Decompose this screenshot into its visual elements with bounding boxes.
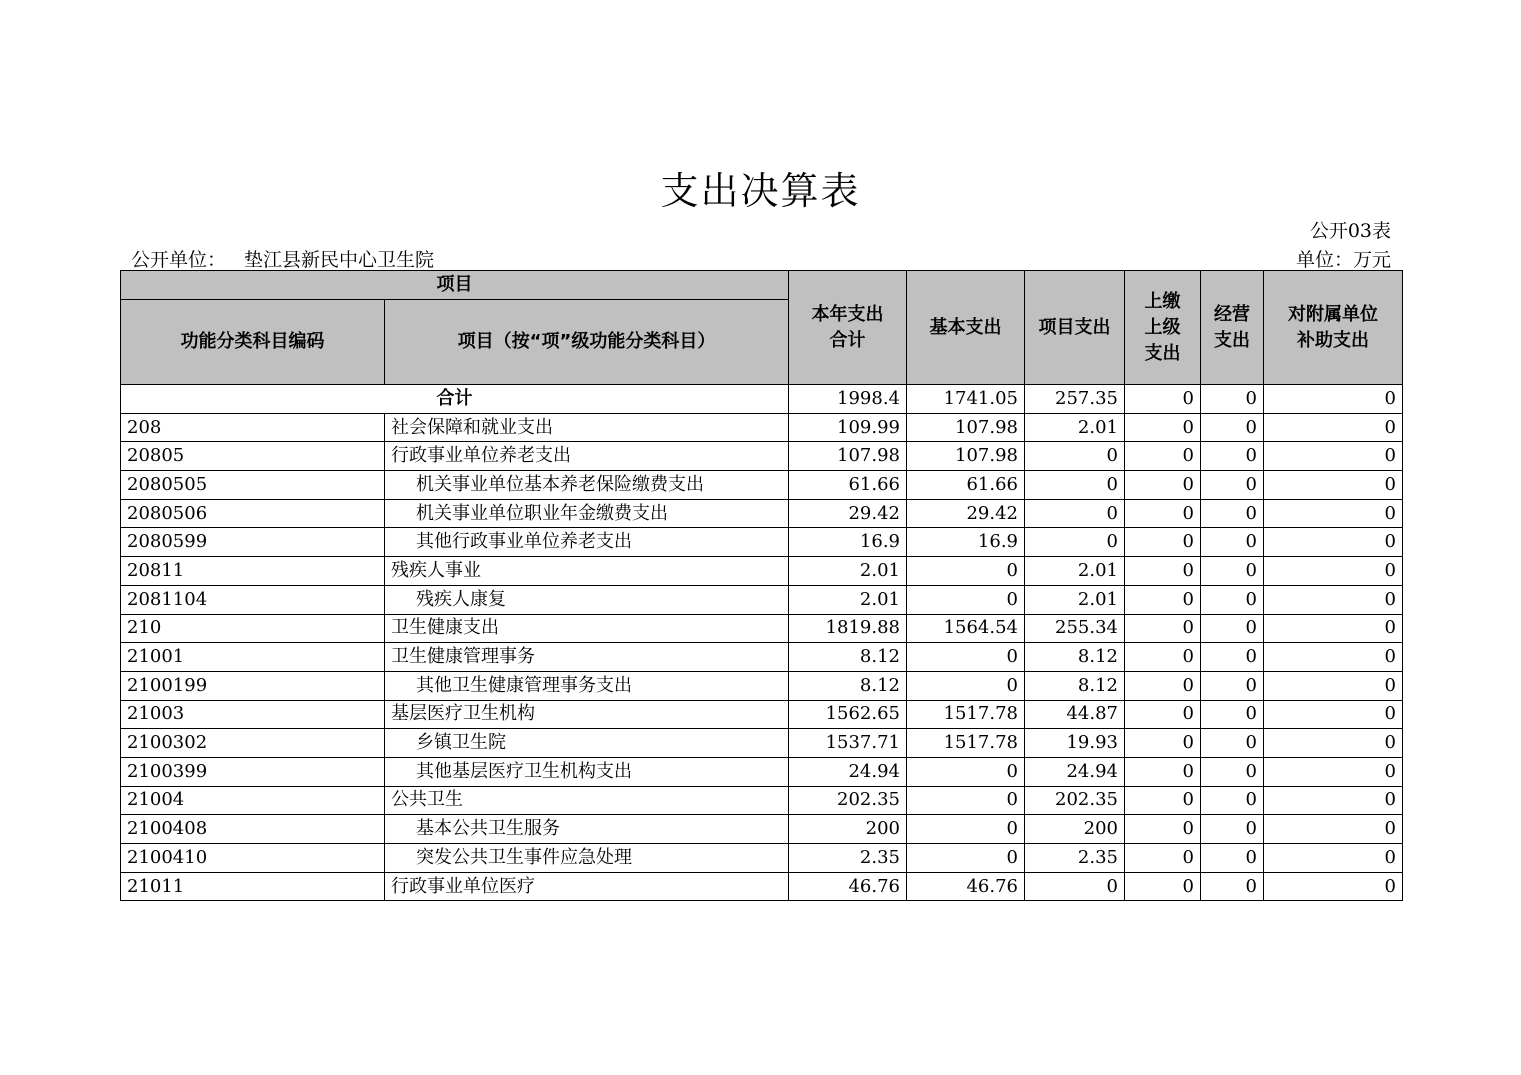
cell-subsidy: 0 — [1264, 872, 1403, 901]
cell-total: 46.76 — [789, 872, 907, 901]
cell-code: 208 — [121, 413, 385, 442]
cell-subsidy: 0 — [1264, 786, 1403, 815]
cell-subsidy: 0 — [1264, 528, 1403, 557]
cell-business: 0 — [1201, 844, 1264, 873]
cell-basic: 16.9 — [907, 528, 1025, 557]
cell-name: 卫生健康支出 — [385, 614, 789, 643]
cell-basic: 0 — [907, 786, 1025, 815]
cell-basic: 46.76 — [907, 872, 1025, 901]
header-subsidy: 对附属单位 补助支出 — [1264, 271, 1403, 385]
page-title: 支出决算表 — [660, 169, 861, 213]
cell-basic: 1517.78 — [907, 729, 1025, 758]
cell-upper: 0 — [1125, 585, 1201, 614]
header-business: 经营 支出 — [1201, 271, 1264, 385]
cell-code: 210 — [121, 614, 385, 643]
cell-business: 0 — [1201, 471, 1264, 500]
cell-code: 20811 — [121, 557, 385, 586]
cell-upper: 0 — [1125, 757, 1201, 786]
publishing-unit — [131, 245, 434, 272]
cell-project: 202.35 — [1025, 786, 1125, 815]
cell-subsidy: 0 — [1264, 585, 1403, 614]
cell-code: 2080505 — [121, 471, 385, 500]
cell-upper: 0 — [1125, 844, 1201, 873]
cell-project: 0 — [1025, 528, 1125, 557]
cell-total: 8.12 — [789, 671, 907, 700]
cell-subsidy: 0 — [1264, 614, 1403, 643]
cell-total: 2.35 — [789, 844, 907, 873]
cell-upper: 0 — [1125, 872, 1201, 901]
cell-project: 44.87 — [1025, 700, 1125, 729]
table-row — [121, 643, 1403, 672]
header-code: 功能分类科目编码 — [121, 300, 385, 385]
cell-name: 基本公共卫生服务 — [385, 815, 789, 844]
cell-total: 1537.71 — [789, 729, 907, 758]
cell-total: 1562.65 — [789, 700, 907, 729]
cell-upper: 0 — [1125, 729, 1201, 758]
cell-business: 0 — [1201, 872, 1264, 901]
cell-upper: 0 — [1125, 671, 1201, 700]
cell-code: 2081104 — [121, 585, 385, 614]
cell-total: 24.94 — [789, 757, 907, 786]
cell-code: 21004 — [121, 786, 385, 815]
cell-name: 残疾人事业 — [385, 557, 789, 586]
cell-name: 残疾人康复 — [385, 585, 789, 614]
cell-basic: 107.98 — [907, 413, 1025, 442]
cell-basic: 1517.78 — [907, 700, 1025, 729]
cell-basic: 0 — [907, 671, 1025, 700]
total-cell-basic: 1741.05 — [907, 385, 1025, 414]
cell-total: 109.99 — [789, 413, 907, 442]
cell-project: 19.93 — [1025, 729, 1125, 758]
table-row — [121, 614, 1403, 643]
total-cell-subsidy: 0 — [1264, 385, 1403, 414]
cell-project: 0 — [1025, 442, 1125, 471]
cell-subsidy: 0 — [1264, 471, 1403, 500]
cell-business: 0 — [1201, 499, 1264, 528]
cell-code: 21003 — [121, 700, 385, 729]
table-row — [121, 671, 1403, 700]
cell-upper: 0 — [1125, 442, 1201, 471]
cell-upper: 0 — [1125, 471, 1201, 500]
cell-upper: 0 — [1125, 614, 1201, 643]
cell-project: 24.94 — [1025, 757, 1125, 786]
total-label: 合计 — [121, 385, 789, 414]
table-row — [121, 815, 1403, 844]
publishing-unit-label: 公开单位： — [131, 249, 227, 271]
cell-code: 21001 — [121, 643, 385, 672]
cell-upper: 0 — [1125, 700, 1201, 729]
cell-project: 2.01 — [1025, 413, 1125, 442]
cell-upper: 0 — [1125, 557, 1201, 586]
total-cell-business: 0 — [1201, 385, 1264, 414]
cell-code: 2080599 — [121, 528, 385, 557]
cell-business: 0 — [1201, 413, 1264, 442]
cell-subsidy: 0 — [1264, 557, 1403, 586]
cell-name: 机关事业单位基本养老保险缴费支出 — [385, 471, 789, 500]
cell-basic: 0 — [907, 585, 1025, 614]
cell-total: 202.35 — [789, 786, 907, 815]
cell-upper: 0 — [1125, 499, 1201, 528]
table-row — [121, 442, 1403, 471]
cell-total: 8.12 — [789, 643, 907, 672]
table-row — [121, 844, 1403, 873]
table-row — [121, 585, 1403, 614]
cell-code: 2100410 — [121, 844, 385, 873]
cell-business: 0 — [1201, 815, 1264, 844]
publishing-unit-name: 垫江县新民中心卫生院 — [244, 249, 435, 271]
cell-basic: 61.66 — [907, 471, 1025, 500]
cell-name: 卫生健康管理事务 — [385, 643, 789, 672]
cell-business: 0 — [1201, 442, 1264, 471]
cell-basic: 0 — [907, 557, 1025, 586]
cell-subsidy: 0 — [1264, 844, 1403, 873]
cell-name: 社会保障和就业支出 — [385, 413, 789, 442]
form-number: 公开03表 — [1309, 220, 1391, 242]
cell-subsidy: 0 — [1264, 757, 1403, 786]
header-total: 本年支出 合计 — [789, 271, 907, 385]
cell-total: 2.01 — [789, 585, 907, 614]
cell-business: 0 — [1201, 757, 1264, 786]
cell-upper: 0 — [1125, 786, 1201, 815]
cell-name: 其他基层医疗卫生机构支出 — [385, 757, 789, 786]
table-row — [121, 471, 1403, 500]
cell-subsidy: 0 — [1264, 729, 1403, 758]
cell-upper: 0 — [1125, 413, 1201, 442]
cell-subsidy: 0 — [1264, 442, 1403, 471]
cell-project: 200 — [1025, 815, 1125, 844]
cell-code: 2100399 — [121, 757, 385, 786]
cell-project: 2.01 — [1025, 585, 1125, 614]
total-cell-project: 257.35 — [1025, 385, 1125, 414]
cell-project: 2.01 — [1025, 557, 1125, 586]
cell-business: 0 — [1201, 614, 1264, 643]
cell-name: 乡镇卫生院 — [385, 729, 789, 758]
cell-name: 突发公共卫生事件应急处理 — [385, 844, 789, 873]
cell-business: 0 — [1201, 585, 1264, 614]
cell-total: 61.66 — [789, 471, 907, 500]
cell-name: 公共卫生 — [385, 786, 789, 815]
cell-business: 0 — [1201, 528, 1264, 557]
cell-subsidy: 0 — [1264, 413, 1403, 442]
cell-code: 2100408 — [121, 815, 385, 844]
cell-business: 0 — [1201, 729, 1264, 758]
cell-project: 2.35 — [1025, 844, 1125, 873]
table-row — [121, 786, 1403, 815]
cell-name: 行政事业单位医疗 — [385, 872, 789, 901]
table-row — [121, 729, 1403, 758]
cell-business: 0 — [1201, 786, 1264, 815]
cell-name: 行政事业单位养老支出 — [385, 442, 789, 471]
cell-total: 2.01 — [789, 557, 907, 586]
total-row — [121, 385, 1403, 414]
cell-code: 2100199 — [121, 671, 385, 700]
cell-subsidy: 0 — [1264, 643, 1403, 672]
table-row — [121, 872, 1403, 901]
cell-code: 2080506 — [121, 499, 385, 528]
cell-basic: 107.98 — [907, 442, 1025, 471]
cell-business: 0 — [1201, 557, 1264, 586]
header-project-group: 项目 — [121, 271, 789, 300]
total-cell-total: 1998.4 — [789, 385, 907, 414]
cell-code: 20805 — [121, 442, 385, 471]
cell-name: 其他行政事业单位养老支出 — [385, 528, 789, 557]
cell-upper: 0 — [1125, 643, 1201, 672]
cell-basic: 1564.54 — [907, 614, 1025, 643]
cell-project: 0 — [1025, 471, 1125, 500]
cell-name: 其他卫生健康管理事务支出 — [385, 671, 789, 700]
table-row — [121, 528, 1403, 557]
cell-basic: 0 — [907, 844, 1025, 873]
cell-subsidy: 0 — [1264, 499, 1403, 528]
cell-total: 29.42 — [789, 499, 907, 528]
cell-basic: 0 — [907, 757, 1025, 786]
cell-business: 0 — [1201, 643, 1264, 672]
table-row — [121, 757, 1403, 786]
header-project: 项目支出 — [1025, 271, 1125, 385]
cell-basic: 0 — [907, 643, 1025, 672]
cell-project: 8.12 — [1025, 671, 1125, 700]
cell-basic: 0 — [907, 815, 1025, 844]
table-row — [121, 700, 1403, 729]
header-upper: 上缴 上级 支出 — [1125, 271, 1201, 385]
cell-total: 107.98 — [789, 442, 907, 471]
table-row — [121, 413, 1403, 442]
cell-project: 8.12 — [1025, 643, 1125, 672]
currency-unit: 单位：万元 — [1295, 249, 1391, 271]
table-row — [121, 499, 1403, 528]
cell-upper: 0 — [1125, 815, 1201, 844]
total-cell-upper: 0 — [1125, 385, 1201, 414]
table-row — [121, 557, 1403, 586]
cell-project: 0 — [1025, 872, 1125, 901]
cell-subsidy: 0 — [1264, 671, 1403, 700]
cell-total: 1819.88 — [789, 614, 907, 643]
cell-code: 2100302 — [121, 729, 385, 758]
cell-basic: 29.42 — [907, 499, 1025, 528]
cell-business: 0 — [1201, 700, 1264, 729]
cell-subsidy: 0 — [1264, 815, 1403, 844]
cell-business: 0 — [1201, 671, 1264, 700]
cell-code: 21011 — [121, 872, 385, 901]
header-basic: 基本支出 — [907, 271, 1025, 385]
header-name: 项目（按“项”级功能分类科目） — [385, 300, 789, 385]
cell-project: 255.34 — [1025, 614, 1125, 643]
cell-project: 0 — [1025, 499, 1125, 528]
cell-upper: 0 — [1125, 528, 1201, 557]
expenditure-table — [120, 270, 1403, 901]
cell-total: 16.9 — [789, 528, 907, 557]
cell-subsidy: 0 — [1264, 700, 1403, 729]
cell-name: 基层医疗卫生机构 — [385, 700, 789, 729]
cell-name: 机关事业单位职业年金缴费支出 — [385, 499, 789, 528]
cell-total: 200 — [789, 815, 907, 844]
